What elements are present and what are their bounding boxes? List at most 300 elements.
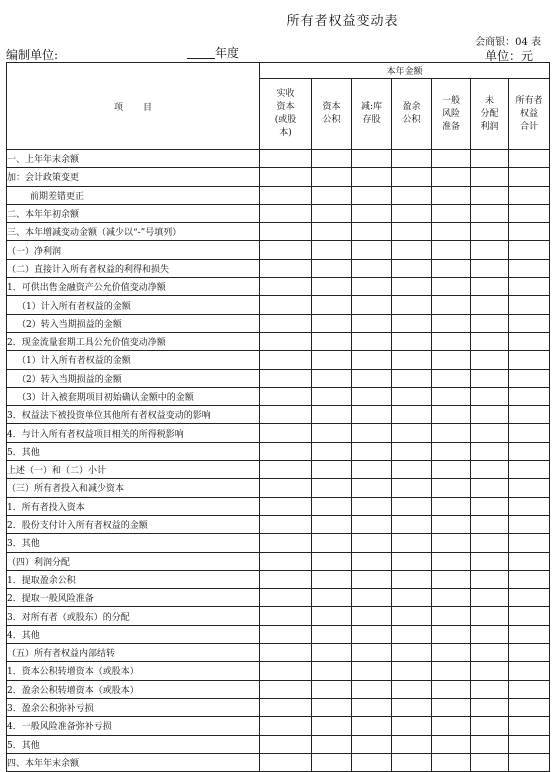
amount-cell[interactable] [392, 552, 432, 570]
amount-cell[interactable] [432, 168, 471, 186]
amount-cell[interactable] [352, 351, 392, 369]
amount-cell[interactable] [352, 223, 392, 241]
amount-cell[interactable] [471, 406, 509, 424]
amount-cell[interactable] [471, 570, 509, 588]
column-header: 一般 风险 准备 [432, 79, 471, 150]
amount-cell[interactable] [312, 278, 352, 296]
amount-cell[interactable] [352, 662, 392, 680]
table-row [7, 589, 550, 607]
row-label: 四、本年年末余额 [7, 753, 260, 771]
amount-cell[interactable] [509, 644, 550, 662]
amount-cell[interactable] [260, 607, 312, 625]
amount-cell[interactable] [312, 570, 352, 588]
amount-cell[interactable] [352, 534, 392, 552]
amount-cell[interactable] [509, 424, 550, 442]
amount-cell[interactable] [352, 204, 392, 222]
row-label: 2．盈余公积转增资本（或股本） [7, 680, 260, 698]
amount-cell[interactable] [509, 186, 550, 204]
item-column-header: 项目 [7, 63, 260, 150]
amount-cell[interactable] [260, 424, 312, 442]
amount-cell[interactable] [392, 204, 432, 222]
amount-cell[interactable] [312, 259, 352, 277]
table-row [7, 424, 550, 442]
amount-cell[interactable] [432, 351, 471, 369]
amount-cell[interactable] [509, 717, 550, 735]
amount-cell[interactable] [392, 278, 432, 296]
amount-cell[interactable] [312, 479, 352, 497]
amount-cell[interactable] [352, 570, 392, 588]
amount-cell[interactable] [471, 241, 509, 259]
amount-cell[interactable] [471, 735, 509, 753]
amount-cell[interactable] [312, 607, 352, 625]
amount-cell[interactable] [392, 662, 432, 680]
amount-cell[interactable] [471, 753, 509, 771]
amount-cell[interactable] [260, 717, 312, 735]
amount-cell[interactable] [392, 387, 432, 405]
amount-cell[interactable] [471, 204, 509, 222]
amount-cell[interactable] [432, 479, 471, 497]
row-label: （三）所有者投入和减少资本 [7, 479, 260, 497]
amount-cell[interactable] [260, 497, 312, 515]
amount-cell[interactable] [432, 515, 471, 533]
amount-cell[interactable] [260, 387, 312, 405]
row-label: （2）转入当期损益的金额 [7, 314, 260, 332]
amount-cell[interactable] [471, 461, 509, 479]
amount-cell[interactable] [312, 223, 352, 241]
amount-cell[interactable] [312, 204, 352, 222]
amount-cell[interactable] [471, 351, 509, 369]
amount-cell[interactable] [471, 424, 509, 442]
amount-cell[interactable] [432, 241, 471, 259]
amount-cell[interactable] [260, 406, 312, 424]
amount-cell[interactable] [352, 735, 392, 753]
amount-cell[interactable] [260, 369, 312, 387]
amount-cell[interactable] [509, 387, 550, 405]
amount-cell[interactable] [260, 461, 312, 479]
amount-cell[interactable] [312, 314, 352, 332]
amount-cell[interactable] [432, 296, 471, 314]
amount-cell[interactable] [432, 552, 471, 570]
amount-cell[interactable] [352, 607, 392, 625]
amount-cell[interactable] [471, 698, 509, 716]
amount-cell[interactable] [260, 332, 312, 350]
amount-cell[interactable] [432, 717, 471, 735]
amount-cell[interactable] [392, 314, 432, 332]
amount-cell[interactable] [509, 497, 550, 515]
row-label: 二、本年年初余额 [7, 204, 260, 222]
row-label: （1）计入所有者权益的金额 [7, 296, 260, 314]
report-title: 所有者权益变动表 [286, 14, 399, 29]
amount-cell[interactable] [509, 168, 550, 186]
table-row [7, 552, 550, 570]
amount-cell[interactable] [352, 369, 392, 387]
amount-cell[interactable] [260, 698, 312, 716]
amount-cell[interactable] [471, 278, 509, 296]
amount-cell[interactable] [471, 607, 509, 625]
amount-cell[interactable] [260, 753, 312, 771]
amount-cell[interactable] [260, 223, 312, 241]
amount-cell[interactable] [260, 204, 312, 222]
amount-cell[interactable] [432, 534, 471, 552]
row-label: 上述（一）和（二）小计 [7, 461, 260, 479]
amount-cell[interactable] [392, 625, 432, 643]
amount-cell[interactable] [432, 424, 471, 442]
amount-cell[interactable] [352, 680, 392, 698]
amount-cell[interactable] [260, 259, 312, 277]
table-row [7, 753, 550, 771]
row-label: 加：会计政策变更 [7, 168, 260, 186]
row-label: （2）转入当期损益的金额 [7, 369, 260, 387]
amount-cell[interactable] [312, 424, 352, 442]
row-label: 3．对所有者（或股东）的分配 [7, 607, 260, 625]
amount-cell[interactable] [392, 479, 432, 497]
amount-cell[interactable] [260, 662, 312, 680]
amount-cell[interactable] [260, 735, 312, 753]
amount-cell[interactable] [471, 442, 509, 460]
column-header: 未 分配 利润 [471, 79, 509, 150]
amount-cell[interactable] [509, 680, 550, 698]
amount-cell[interactable] [432, 589, 471, 607]
amount-cell[interactable] [260, 442, 312, 460]
amount-cell[interactable] [471, 534, 509, 552]
amount-cell[interactable] [509, 332, 550, 350]
row-label: （一）净利润 [7, 241, 260, 259]
amount-cell[interactable] [312, 698, 352, 716]
amount-cell[interactable] [509, 241, 550, 259]
amount-cell[interactable] [260, 534, 312, 552]
amount-cell[interactable] [312, 296, 352, 314]
row-label: （3）计入被套期项目初始确认金额中的金额 [7, 387, 260, 405]
unit-label: 单位：元 [484, 49, 533, 63]
amount-cell[interactable] [392, 497, 432, 515]
column-header: 减:库 存股 [352, 79, 392, 150]
amount-cell[interactable] [352, 259, 392, 277]
table-row [7, 387, 550, 405]
amount-cell[interactable] [392, 442, 432, 460]
amount-cell[interactable] [471, 497, 509, 515]
column-header: 盈余 公积 [392, 79, 432, 150]
amount-cell[interactable] [509, 406, 550, 424]
amount-cell[interactable] [392, 698, 432, 716]
amount-cell[interactable] [432, 278, 471, 296]
amount-cell[interactable] [260, 570, 312, 588]
amount-cell[interactable] [352, 296, 392, 314]
amount-cell[interactable] [392, 406, 432, 424]
amount-cell[interactable] [312, 369, 352, 387]
row-label: （1）计入所有者权益的金额 [7, 351, 260, 369]
amount-cell[interactable] [471, 387, 509, 405]
amount-cell[interactable] [352, 589, 392, 607]
amount-cell[interactable] [432, 662, 471, 680]
amount-cell[interactable] [352, 168, 392, 186]
amount-cell[interactable] [509, 552, 550, 570]
amount-cell[interactable] [471, 150, 509, 168]
amount-cell[interactable] [471, 644, 509, 662]
amount-cell[interactable] [432, 223, 471, 241]
amount-cell[interactable] [352, 442, 392, 460]
amount-cell[interactable] [392, 515, 432, 533]
amount-cell[interactable] [260, 186, 312, 204]
amount-cell[interactable] [312, 662, 352, 680]
amount-cell[interactable] [312, 461, 352, 479]
amount-cell[interactable] [432, 204, 471, 222]
amount-cell[interactable] [509, 753, 550, 771]
amount-cell[interactable] [260, 552, 312, 570]
row-label: 2．股份支付计入所有者权益的金额 [7, 515, 260, 533]
amount-cell[interactable] [432, 387, 471, 405]
amount-cell[interactable] [392, 241, 432, 259]
amount-cell[interactable] [312, 644, 352, 662]
amount-cell[interactable] [392, 680, 432, 698]
amount-cell[interactable] [312, 534, 352, 552]
amount-cell[interactable] [471, 717, 509, 735]
amount-cell[interactable] [352, 552, 392, 570]
row-label: 4．一般风险准备弥补亏损 [7, 717, 260, 735]
row-label: （二）直接计入所有者权益的利得和损失 [7, 259, 260, 277]
amount-cell[interactable] [509, 223, 550, 241]
amount-cell[interactable] [509, 369, 550, 387]
amount-cell[interactable] [260, 314, 312, 332]
amount-cell[interactable] [432, 332, 471, 350]
amount-cell[interactable] [509, 589, 550, 607]
table-row [7, 717, 550, 735]
amount-cell[interactable] [260, 644, 312, 662]
amount-cell[interactable] [432, 497, 471, 515]
table-row [7, 515, 550, 533]
amount-cell[interactable] [432, 406, 471, 424]
row-label: 1．所有者投入资本 [7, 497, 260, 515]
row-label: 前期差错更正 [7, 186, 260, 204]
report-number: 会商银：04 表 [475, 37, 541, 48]
amount-cell[interactable] [312, 387, 352, 405]
table-row [7, 461, 550, 479]
amount-cell[interactable] [509, 625, 550, 643]
amount-cell[interactable] [432, 680, 471, 698]
amount-cell[interactable] [392, 168, 432, 186]
column-header: 实收 资本 (或股 本) [260, 79, 312, 150]
table-row [7, 314, 550, 332]
table-row [7, 570, 550, 588]
table-row [7, 406, 550, 424]
amount-cell[interactable] [260, 479, 312, 497]
amount-cell[interactable] [471, 515, 509, 533]
amount-cell[interactable] [432, 625, 471, 643]
amount-cell[interactable] [260, 589, 312, 607]
row-label: 三、本年增减变动金额（减少以“-”号填列） [7, 223, 260, 241]
amount-cell[interactable] [260, 296, 312, 314]
amount-cell[interactable] [392, 332, 432, 350]
table-row [7, 223, 550, 241]
row-label: 一、上年年末余额 [7, 150, 260, 168]
amount-cell[interactable] [312, 351, 352, 369]
table-row [7, 259, 550, 277]
amount-cell[interactable] [432, 698, 471, 716]
amount-cell[interactable] [260, 625, 312, 643]
amount-cell[interactable] [312, 168, 352, 186]
amount-cell[interactable] [352, 406, 392, 424]
amount-cell[interactable] [432, 644, 471, 662]
amount-cell[interactable] [392, 461, 432, 479]
amount-cell[interactable] [432, 570, 471, 588]
table-row [7, 534, 550, 552]
amount-cell[interactable] [471, 223, 509, 241]
amount-cell[interactable] [352, 387, 392, 405]
amount-cell[interactable] [509, 479, 550, 497]
amount-cell[interactable] [432, 186, 471, 204]
amount-cell[interactable] [471, 314, 509, 332]
group-header: 本年金额 [260, 63, 550, 79]
amount-cell[interactable] [312, 625, 352, 643]
amount-cell[interactable] [509, 150, 550, 168]
org-label: 编制单位: [6, 48, 59, 62]
amount-cell[interactable] [260, 168, 312, 186]
amount-cell[interactable] [352, 644, 392, 662]
row-label: 5．其他 [7, 442, 260, 460]
amount-cell[interactable] [312, 717, 352, 735]
amount-cell[interactable] [392, 735, 432, 753]
amount-cell[interactable] [312, 442, 352, 460]
table-row [7, 607, 550, 625]
amount-cell[interactable] [312, 186, 352, 204]
amount-cell[interactable] [471, 680, 509, 698]
amount-cell[interactable] [352, 625, 392, 643]
amount-cell[interactable] [260, 680, 312, 698]
amount-cell[interactable] [432, 259, 471, 277]
row-label: 1．可供出售金融资产公允价值变动净额 [7, 278, 260, 296]
row-label: 3．权益法下被投资单位其他所有者权益变动的影响 [7, 406, 260, 424]
amount-cell[interactable] [392, 534, 432, 552]
amount-cell[interactable] [352, 497, 392, 515]
amount-cell[interactable] [509, 534, 550, 552]
amount-cell[interactable] [509, 259, 550, 277]
amount-cell[interactable] [509, 314, 550, 332]
amount-cell[interactable] [509, 570, 550, 588]
amount-cell[interactable] [392, 351, 432, 369]
amount-cell[interactable] [471, 332, 509, 350]
amount-cell[interactable] [471, 186, 509, 204]
table-row [7, 680, 550, 698]
amount-cell[interactable] [352, 278, 392, 296]
amount-cell[interactable] [509, 204, 550, 222]
year-underline [187, 58, 215, 59]
amount-cell[interactable] [352, 186, 392, 204]
amount-cell[interactable] [509, 351, 550, 369]
amount-cell[interactable] [352, 698, 392, 716]
amount-cell[interactable] [392, 259, 432, 277]
amount-cell[interactable] [260, 515, 312, 533]
row-label: 4．与计入所有者权益项目相关的所得税影响 [7, 424, 260, 442]
row-label: 4．其他 [7, 625, 260, 643]
amount-cell[interactable] [392, 424, 432, 442]
amount-cell[interactable] [260, 150, 312, 168]
amount-cell[interactable] [509, 735, 550, 753]
amount-cell[interactable] [392, 186, 432, 204]
amount-cell[interactable] [312, 515, 352, 533]
amount-cell[interactable] [352, 479, 392, 497]
table-row [7, 241, 550, 259]
amount-cell[interactable] [392, 589, 432, 607]
amount-cell[interactable] [392, 150, 432, 168]
amount-cell[interactable] [352, 332, 392, 350]
amount-cell[interactable] [352, 150, 392, 168]
amount-cell[interactable] [392, 570, 432, 588]
amount-cell[interactable] [509, 607, 550, 625]
amount-cell[interactable] [392, 717, 432, 735]
amount-cell[interactable] [352, 241, 392, 259]
amount-cell[interactable] [432, 369, 471, 387]
amount-cell[interactable] [509, 698, 550, 716]
amount-cell[interactable] [471, 296, 509, 314]
amount-cell[interactable] [392, 369, 432, 387]
amount-cell[interactable] [392, 644, 432, 662]
amount-cell[interactable] [471, 259, 509, 277]
amount-cell[interactable] [471, 479, 509, 497]
amount-cell[interactable] [471, 369, 509, 387]
amount-cell[interactable] [471, 552, 509, 570]
amount-cell[interactable] [432, 150, 471, 168]
amount-cell[interactable] [432, 753, 471, 771]
table-row [7, 204, 550, 222]
amount-cell[interactable] [352, 314, 392, 332]
amount-cell[interactable] [509, 442, 550, 460]
amount-cell[interactable] [392, 753, 432, 771]
amount-cell[interactable] [312, 552, 352, 570]
amount-cell[interactable] [432, 461, 471, 479]
amount-cell[interactable] [471, 168, 509, 186]
amount-cell[interactable] [352, 461, 392, 479]
amount-cell[interactable] [312, 241, 352, 259]
amount-cell[interactable] [312, 680, 352, 698]
amount-cell[interactable] [260, 278, 312, 296]
amount-cell[interactable] [312, 332, 352, 350]
amount-cell[interactable] [260, 241, 312, 259]
amount-cell[interactable] [432, 442, 471, 460]
amount-cell[interactable] [509, 296, 550, 314]
amount-cell[interactable] [312, 150, 352, 168]
table-row [7, 698, 550, 716]
amount-cell[interactable] [260, 351, 312, 369]
amount-cell[interactable] [509, 461, 550, 479]
row-label: 2．现金流量套期工具公允价值变动净额 [7, 332, 260, 350]
amount-cell[interactable] [392, 607, 432, 625]
amount-cell[interactable] [352, 717, 392, 735]
amount-cell[interactable] [392, 223, 432, 241]
amount-cell[interactable] [509, 278, 550, 296]
row-label: 1．提取盈余公积 [7, 570, 260, 588]
table-row [7, 168, 550, 186]
amount-cell[interactable] [312, 753, 352, 771]
amount-cell[interactable] [471, 662, 509, 680]
amount-cell[interactable] [509, 515, 550, 533]
table-row [7, 351, 550, 369]
amount-cell[interactable] [509, 662, 550, 680]
amount-cell[interactable] [312, 497, 352, 515]
amount-cell[interactable] [312, 406, 352, 424]
table-row [7, 278, 550, 296]
amount-cell[interactable] [352, 424, 392, 442]
amount-cell[interactable] [432, 607, 471, 625]
amount-cell[interactable] [312, 735, 352, 753]
amount-cell[interactable] [352, 515, 392, 533]
amount-cell[interactable] [352, 753, 392, 771]
amount-cell[interactable] [432, 314, 471, 332]
amount-cell[interactable] [471, 589, 509, 607]
column-header: 资本 公积 [312, 79, 352, 150]
amount-cell[interactable] [392, 296, 432, 314]
amount-cell[interactable] [432, 735, 471, 753]
amount-cell[interactable] [312, 589, 352, 607]
amount-cell[interactable] [471, 625, 509, 643]
